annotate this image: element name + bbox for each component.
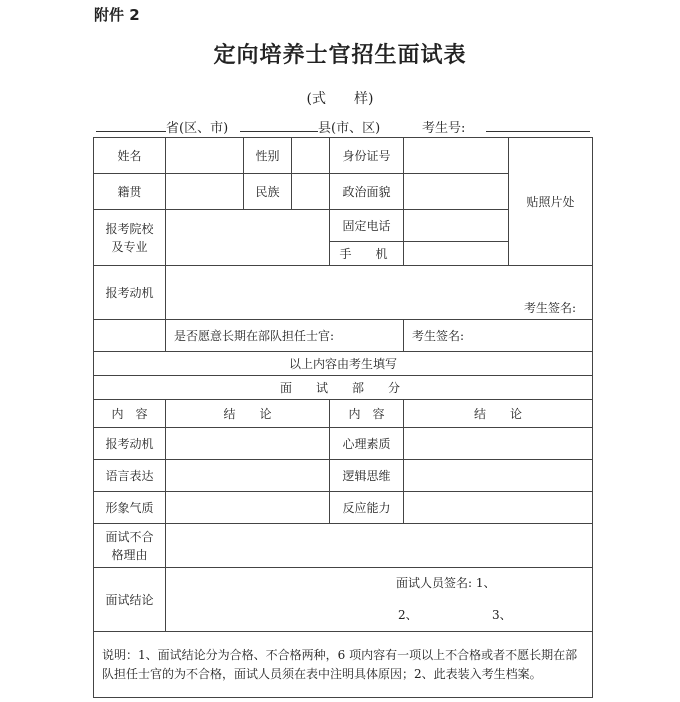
item-reaction-result[interactable] (404, 492, 593, 524)
item-motivation-result[interactable] (166, 428, 330, 460)
fail-reason-line1: 面试不合 (105, 529, 154, 544)
filled-by-applicant-note: 以上内容由考生填写 (94, 352, 593, 376)
col-content-right: 内 容 (330, 400, 404, 428)
school-major-label (94, 210, 166, 266)
applicant-signature2[interactable] (404, 320, 593, 352)
political-label: 政治面貌 (330, 174, 404, 210)
item-appearance-result[interactable] (166, 492, 330, 524)
motivation-label: 报考动机 (94, 266, 166, 320)
id-no-label: 身份证号 (330, 138, 404, 174)
exam-no-label: 考生号: (422, 121, 466, 136)
col-content-left: 内 容 (94, 400, 166, 428)
item-language-result[interactable] (166, 460, 330, 492)
interviewer-sig-3: 3、 (492, 608, 512, 622)
item-reaction: 反应能力 (330, 492, 404, 524)
school-major-line2: 及专业 (111, 239, 148, 254)
fail-reason-label (94, 524, 166, 568)
fail-reason-field[interactable] (166, 524, 593, 568)
item-logic: 逻辑思维 (330, 460, 404, 492)
item-logic-result[interactable] (404, 460, 593, 492)
interviewer-sig-2: 2、 (398, 608, 418, 622)
long-term-question: 是否愿意长期在部队担任士官: (166, 320, 404, 352)
name-field[interactable] (166, 138, 244, 174)
item-psychology: 心理素质 (330, 428, 404, 460)
instructions-note: 说明：1、面试结论分为合格、不合格两种，6 项内容有一项以上不合格或者不愿长期在部队担任士官的为不合格，面试人员须在表中注明具体原因；2、此表装入考生档案。 (94, 632, 593, 698)
form-subtitle: (式 样) (306, 91, 374, 107)
item-language: 语言表达 (94, 460, 166, 492)
origin-field[interactable] (166, 174, 244, 210)
ethnicity-label: 民族 (244, 174, 292, 210)
gender-field[interactable] (292, 138, 330, 174)
province-blank[interactable] (96, 117, 166, 132)
ethnicity-field[interactable] (292, 174, 330, 210)
school-major-line1: 报考院校 (105, 221, 154, 236)
name-label: 姓名 (94, 138, 166, 174)
annex-label: 附件 2 (94, 6, 140, 24)
item-psychology-result[interactable] (404, 428, 593, 460)
col-conclusion-left: 结 论 (166, 400, 330, 428)
mobile-field[interactable] (404, 242, 509, 266)
conclusion-field[interactable] (166, 568, 593, 632)
landline-field[interactable] (404, 210, 509, 242)
applicant-signature-label: 考生签名: (523, 301, 576, 315)
item-appearance: 形象气质 (94, 492, 166, 524)
id-no-field[interactable] (404, 138, 509, 174)
photo-area[interactable]: 贴照片处 (509, 138, 593, 266)
interviewer-signature-label: 面试人员签名: 1、 (396, 576, 496, 590)
mobile-label: 手 机 (330, 242, 404, 266)
conclusion-label: 面试结论 (94, 568, 166, 632)
location-line (94, 117, 594, 137)
county-blank[interactable] (240, 117, 318, 132)
political-field[interactable] (404, 174, 509, 210)
applicant-signature2-label: 考生签名: (412, 328, 465, 343)
origin-label: 籍贯 (94, 174, 166, 210)
col-conclusion-right: 结 论 (404, 400, 593, 428)
item-motivation: 报考动机 (94, 428, 166, 460)
interview-form-table (93, 137, 593, 698)
school-major-field[interactable] (166, 210, 330, 266)
interview-section-title: 面 试 部 分 (94, 376, 593, 400)
motivation-field[interactable] (166, 266, 593, 320)
landline-label: 固定电话 (330, 210, 404, 242)
gender-label: 性别 (244, 138, 292, 174)
fail-reason-line2: 格理由 (111, 547, 148, 562)
exam-no-blank[interactable] (486, 117, 590, 132)
province-label: 省(区、市) (166, 121, 229, 136)
long-term-blank (94, 320, 166, 352)
form-title: 定向培养士官招生面试表 (213, 43, 467, 68)
county-label: 县(市、区) (318, 121, 381, 136)
